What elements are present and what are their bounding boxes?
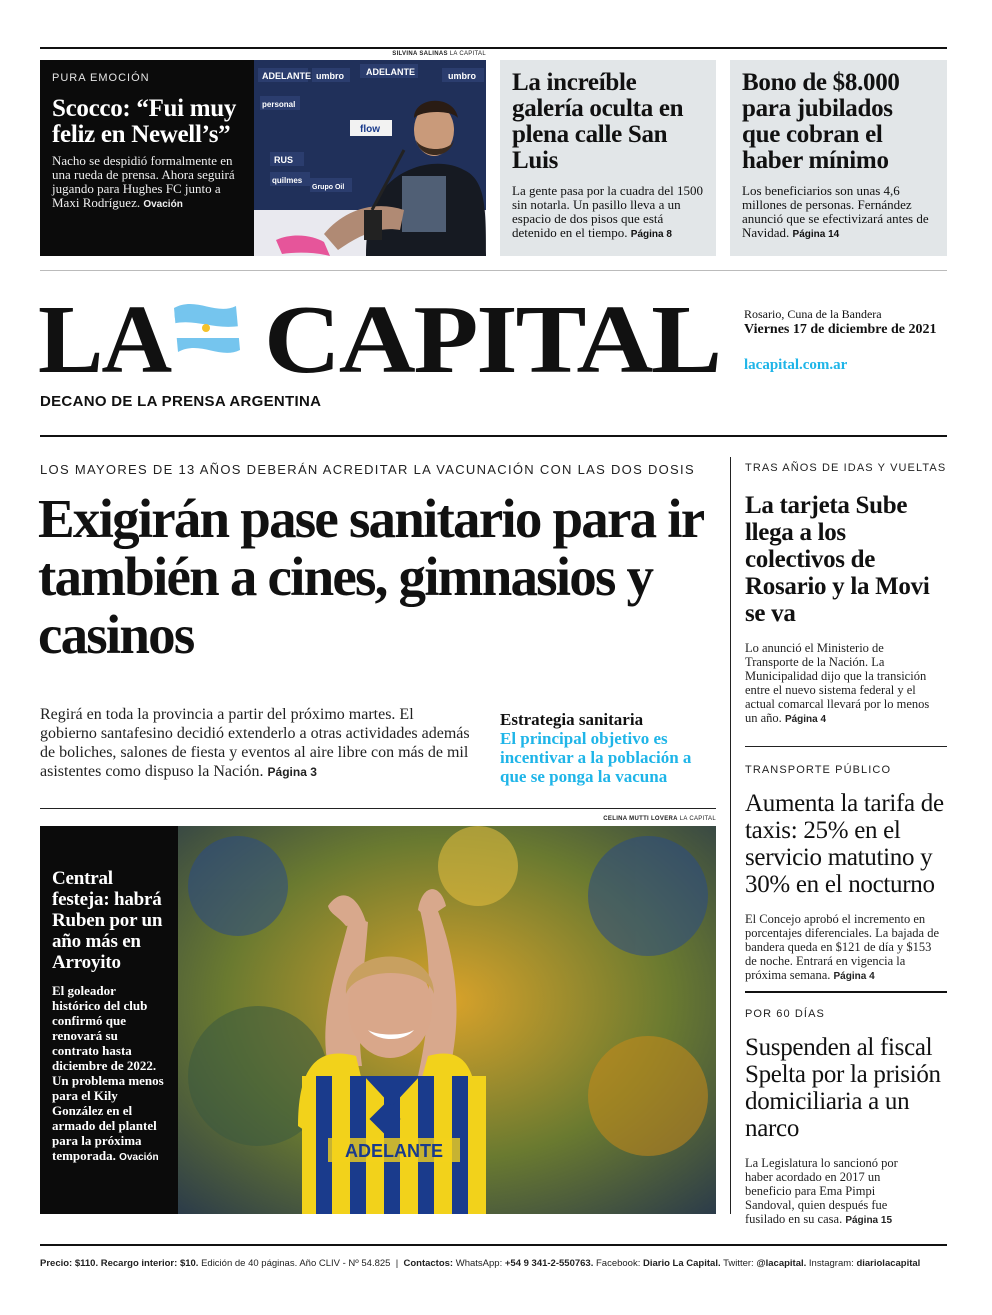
argentina-flag-icon [166, 286, 256, 368]
teaser-galeria[interactable] [500, 60, 716, 256]
masthead-logo[interactable] [36, 286, 726, 386]
backdrop-word: RUS [274, 155, 294, 165]
teaser-headline: La increíble galería oculta en plena calle San Luis [512, 69, 684, 174]
story-headline: La tarjeta Sube llega a los colectivos de Rosario y la Movi se va [745, 492, 930, 627]
footer: Precio: $110. Recargo interior: $10. Edición de 40 páginas. Año CLIV - Nº 54.825 | Contactos: WhatsApp: +54 9 341-2-550763. Facebook: Diario La Capital. Twitter: @lacapital. Instagram: diariolacapital [40, 1258, 921, 1269]
backdrop-word: umbro [448, 71, 476, 81]
ruben-celebration-photo [178, 826, 716, 1214]
backdrop-word: ADELANTE [262, 71, 311, 81]
story-body: Lo anunció el Ministerio de Transporte de la Nación. La Municipalidad dijo que la transición entre el nuevo sistema federal y el actual comarcal llevará por lo menos un año. Página 4 [745, 641, 930, 725]
main-story-kicker: LOS MAYORES DE 13 AÑOS DEBERÁN ACREDITAR LA VACUNACIÓN CON LAS DOS DOSIS [40, 462, 695, 477]
right-story-sube[interactable] [745, 462, 950, 727]
divider [745, 746, 947, 747]
story-body: El Concejo aprobó el incremento en porcentajes diferenciales. La bajada de bandera queda en $121 de día y $153 de noche. Entrará en vigencia la próxima semana. Página 4 [745, 912, 939, 982]
masthead-date: Viernes 17 de diciembre de 2021 [744, 322, 937, 337]
main-story-headline[interactable]: Exigirán pase sanitario para ir también a cines, gimnasios y casinos [38, 488, 703, 665]
footer-rule [40, 1244, 947, 1246]
teaser-headline: Bono de $8.000 para jubilados que cobran el haber mínimo [742, 69, 900, 174]
backdrop-word: personal [262, 100, 296, 109]
masthead-place: Rosario, Cuna de la Bandera [744, 307, 882, 321]
right-story-spelta[interactable] [745, 1008, 950, 1228]
central-story-headline: Central festeja: habrá Ruben por un año más en Arroyito [52, 868, 163, 973]
teaser-kicker: PURA EMOCIÓN [52, 72, 150, 84]
photo-credit: CELINA MUTTI LOVERA LA CAPITAL [603, 816, 716, 822]
masthead-tagline: DECANO DE LA PRENSA ARGENTINA [40, 393, 322, 410]
logo-capital: CAPITAL [264, 286, 720, 386]
column-divider [730, 457, 731, 1214]
story-kicker: POR 60 DÍAS [745, 1008, 825, 1020]
teaser-headline: Scocco: “Fui muy feliz en Newell’s” [52, 95, 237, 148]
divider [745, 991, 947, 993]
central-story-body: El goleador histórico del club confirmó que renovará su contrato hasta diciembre de 2022. Un problema menos para el Kily González en el armado del plantel para la próxima temporada. Ovación [52, 983, 164, 1163]
main-story-sidebar[interactable] [500, 710, 720, 786]
central-story-box[interactable] [40, 826, 178, 1214]
backdrop-word: Grupo Oil [312, 184, 345, 191]
teaser-body: La gente pasa por la cuadra del 1500 sin notarla. Un pasillo lleva a un espacio de dos pisos que está detenido en el tiempo. Página 8 [512, 183, 703, 240]
backdrop-word: ADELANTE [366, 67, 415, 77]
sidebar-title: Estrategia sanitaria [500, 710, 644, 729]
photo-credit: SILVINA SALINAS LA CAPITAL [392, 51, 486, 57]
logo-la: LA [38, 286, 171, 386]
sidebar-text: El principal objetivo es incentivar a la población a que se ponga la vacuna [500, 729, 692, 786]
backdrop-word: flow [360, 124, 380, 135]
teaser-bono[interactable] [730, 60, 947, 256]
backdrop-word: umbro [316, 71, 344, 81]
backdrop-word: quilmes [272, 176, 303, 185]
story-headline: Aumenta la tarifa de taxis: 25% en el servicio matutino y 30% en el nocturno [745, 790, 944, 898]
right-story-taxis[interactable] [745, 764, 950, 984]
masthead-website-link[interactable]: lacapital.com.ar [744, 357, 848, 373]
story-kicker: TRAS AÑOS DE IDAS Y VUELTAS [745, 462, 947, 474]
divider [40, 808, 716, 809]
teaser-body: Los beneficiarios son unas 4,6 millones de personas. Fernández anunció que se efectivizará antes de Navidad. Página 14 [742, 183, 929, 240]
top-rule [40, 47, 947, 49]
story-headline: Suspenden al fiscal Spelta por la prisión domiciliaria a un narco [745, 1034, 941, 1142]
teaser-body: Nacho se despidió formalmente en una rueda de prensa. Ahora seguirá jugando para Hughes FC junto a Maxi Rodríguez. Ovación [52, 153, 235, 210]
main-story-body: Regirá en toda la provincia a partir del próximo martes. El gobierno santafesino decidió extenderlo a otras actividades además de boliches, salones de fiesta y eventos al aire libre con más de mil asistentes como dispuso la Nación. Página 3 [40, 706, 470, 780]
story-kicker: TRANSPORTE PÚBLICO [745, 764, 892, 776]
story-body: La Legislatura lo sancionó por haber acordado en 2017 un beneficio para Ema Pimpi Sandoval, quien después fue fusilado en su casa. Página 15 [745, 1156, 898, 1226]
shirt-text: ADELANTE [345, 1141, 443, 1161]
divider [40, 270, 947, 271]
scocco-press-photo [254, 60, 486, 256]
masthead-rule [40, 435, 947, 437]
teaser-scocco[interactable] [40, 60, 254, 256]
